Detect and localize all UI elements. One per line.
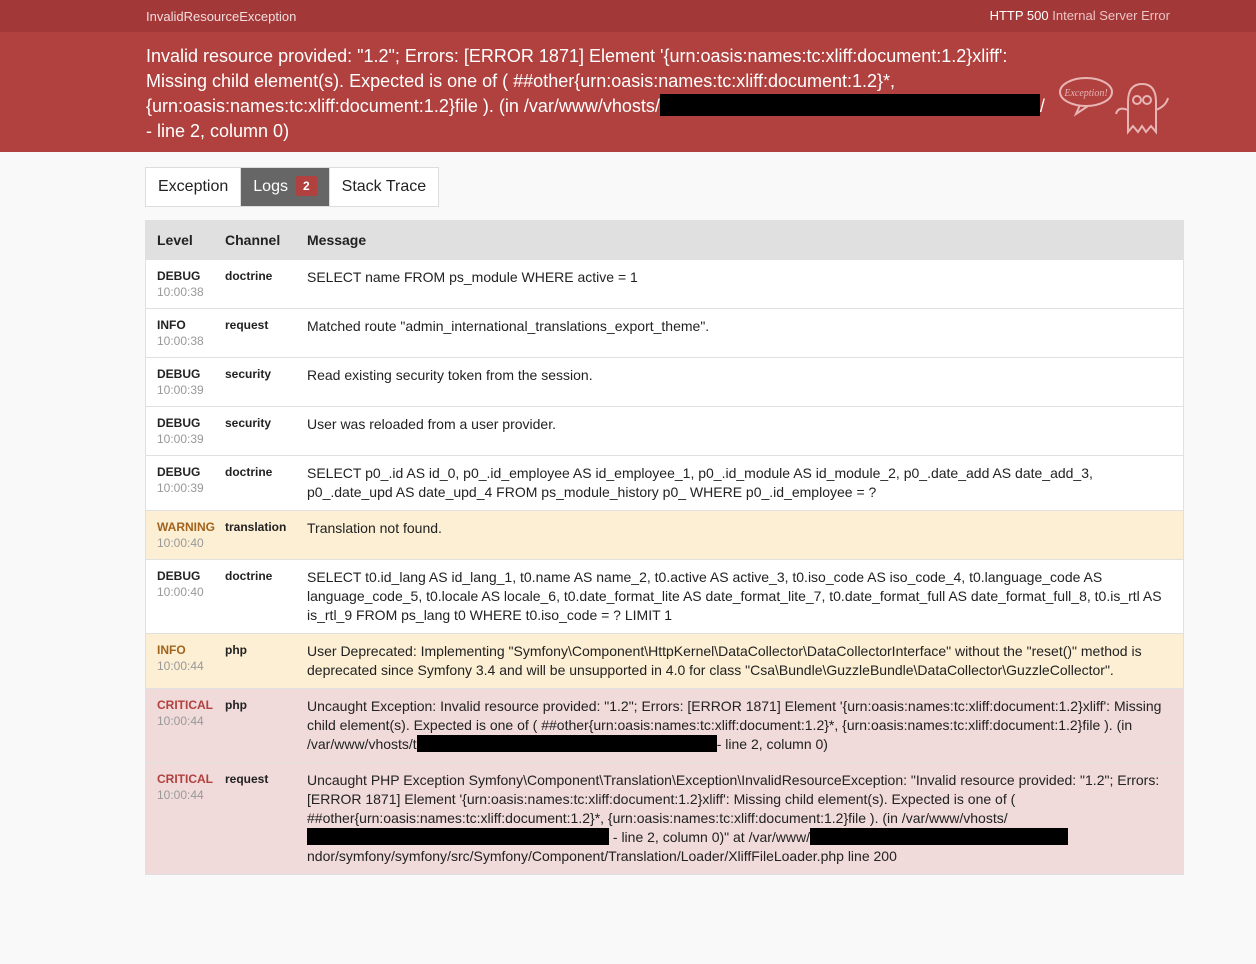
log-message: SELECT name FROM ps_module WHERE active = 1 bbox=[307, 269, 638, 285]
log-level-label: CRITICAL bbox=[157, 698, 213, 712]
status-code: HTTP 500 bbox=[989, 8, 1049, 23]
log-time: 10:00:39 bbox=[157, 383, 204, 397]
log-message: Translation not found. bbox=[307, 520, 442, 536]
redacted-path bbox=[307, 828, 609, 845]
log-message bbox=[307, 697, 1183, 762]
exception-message bbox=[146, 44, 1046, 144]
log-channel: php bbox=[225, 698, 247, 712]
log-channel: doctrine bbox=[225, 569, 273, 583]
log-level bbox=[146, 317, 225, 357]
log-channel: php bbox=[225, 643, 247, 657]
log-message-part: - line 2, column 0) bbox=[716, 736, 828, 752]
log-row bbox=[146, 559, 1183, 633]
exception-header bbox=[0, 32, 1256, 152]
log-time: 10:00:44 bbox=[157, 788, 204, 802]
log-level bbox=[146, 771, 225, 874]
log-level-label: DEBUG bbox=[157, 416, 201, 430]
exception-message-line2: Missing child element(s). Expected is one of ( ##other{urn:oasis:names:tc:xliff:document:1.2}*, bbox=[146, 71, 896, 91]
log-channel: request bbox=[225, 318, 269, 332]
log-level bbox=[146, 415, 225, 455]
log-time: 10:00:44 bbox=[157, 659, 204, 673]
log-level-label: INFO bbox=[157, 318, 186, 332]
tab-logs-label: Logs bbox=[253, 178, 288, 195]
http-status bbox=[990, 8, 1170, 23]
log-channel: request bbox=[225, 772, 269, 786]
exception-message-line3b: / bbox=[1039, 96, 1045, 116]
log-time: 10:00:38 bbox=[157, 285, 204, 299]
log-level bbox=[146, 642, 225, 688]
log-channel: doctrine bbox=[225, 269, 273, 283]
log-message: User was reloaded from a user provider. bbox=[307, 416, 556, 432]
log-row bbox=[146, 406, 1183, 455]
exception-class: InvalidResourceException bbox=[146, 9, 297, 24]
log-time: 10:00:40 bbox=[157, 585, 204, 599]
log-level-label: DEBUG bbox=[157, 465, 201, 479]
exception-message-line3a: {urn:oasis:names:tc:xliff:document:1.2}file ). (in /var/www/vhosts/ bbox=[146, 96, 660, 116]
tab-bar bbox=[145, 167, 439, 207]
log-row-warning bbox=[146, 510, 1183, 559]
tab-stack-trace[interactable] bbox=[330, 168, 438, 206]
column-message: Message bbox=[307, 232, 367, 248]
log-time: 10:00:44 bbox=[157, 714, 204, 728]
log-message-part: Uncaught PHP Exception Symfony\Component\Translation\Exception\InvalidResourceException: "Invalid resource provided: "1.2"; Errors: [ERROR 1871] Element '{urn:oasis:names:tc:xliff:document:1.2}xliff': Missing child element(s). Expected is one of ( ##other{urn:oasis:names:tc:xliff:document:1.2}*, {urn:oasis:names:tc:xliff:document:1.2}file ). (in /var/www/vhosts/ bbox=[307, 772, 1160, 826]
exception-ghost-logo bbox=[1058, 72, 1173, 142]
log-row bbox=[146, 308, 1183, 357]
log-time: 10:00:40 bbox=[157, 536, 204, 550]
log-time: 10:00:39 bbox=[157, 432, 204, 446]
log-channel: security bbox=[225, 367, 272, 381]
log-row bbox=[146, 455, 1183, 510]
log-message bbox=[307, 771, 1183, 874]
log-channel: security bbox=[225, 416, 272, 430]
top-bar bbox=[0, 0, 1256, 32]
tab-logs[interactable] bbox=[241, 168, 329, 206]
redacted-path bbox=[810, 828, 1068, 845]
column-level: Level bbox=[157, 232, 193, 248]
log-level bbox=[146, 519, 225, 559]
log-channel: translation bbox=[225, 520, 287, 534]
log-level-label: INFO bbox=[157, 643, 186, 657]
tab-stack-trace-label: Stack Trace bbox=[341, 178, 427, 195]
log-message: SELECT p0_.id AS id_0, p0_.id_employee AS id_employee_1, p0_.id_module AS id_module_2, p0_.date_add AS date_add_3, p0_.date_upd AS date_upd_4 FROM ps_module_history p0_ WHERE p0_.id_employee = ? bbox=[307, 465, 1093, 500]
log-level-label: DEBUG bbox=[157, 269, 201, 283]
log-level-label: DEBUG bbox=[157, 367, 201, 381]
log-message: SELECT t0.id_lang AS id_lang_1, t0.name AS name_2, t0.active AS active_3, t0.iso_code AS iso_code_4, t0.language_code AS language_code_5, t0.locale AS locale_6, t0.date_format_lite AS date_format_lite_7, t0.date_format_full AS date_format_full_8, t0.is_rtl AS is_rtl_9 FROM ps_lang t0 WHERE t0.iso_code = ? LIMIT 1 bbox=[307, 569, 1162, 623]
exception-message-line4: - line 2, column 0) bbox=[146, 121, 290, 141]
logs-table bbox=[145, 220, 1184, 875]
redacted-path bbox=[417, 735, 717, 752]
log-level-label: DEBUG bbox=[157, 569, 201, 583]
log-level bbox=[146, 268, 225, 308]
log-time: 10:00:38 bbox=[157, 334, 204, 348]
log-message-part: ndor/symfony/symfony/src/Symfony/Component/Translation/Loader/XliffFileLoader.php line 200 bbox=[307, 848, 897, 864]
log-level-label: CRITICAL bbox=[157, 772, 213, 786]
logs-table-header bbox=[146, 221, 1183, 259]
log-level bbox=[146, 366, 225, 406]
log-row-deprecation bbox=[146, 633, 1183, 688]
log-message-part: Uncaught Exception: Invalid resource provided: "1.2"; Errors: [ERROR 1871] Element '{urn:oasis:names:tc:xliff:document:1.2}xliff': Missing child element(s). Expected is one of ( ##other{urn:oasis:names:tc:xliff:document:1.2}*, {urn:oasis:names:tc:xliff:document:1.2}file ). (in /var/www/vhosts/t bbox=[307, 698, 1162, 752]
status-text: Internal Server Error bbox=[1052, 8, 1170, 23]
tab-exception-label: Exception bbox=[158, 178, 229, 195]
log-channel: doctrine bbox=[225, 465, 273, 479]
log-message: Matched route "admin_international_translations_export_theme". bbox=[307, 318, 710, 334]
log-row-critical bbox=[146, 688, 1183, 762]
log-row bbox=[146, 357, 1183, 406]
exception-message-line1: Invalid resource provided: "1.2"; Errors: [ERROR 1871] Element '{urn:oasis:names:tc:xliff:document:1.2}xliff': bbox=[146, 46, 1008, 66]
log-message-part: - line 2, column 0)" at /var/www/ bbox=[609, 829, 811, 845]
column-channel: Channel bbox=[225, 232, 281, 248]
log-row bbox=[146, 259, 1183, 308]
log-level bbox=[146, 568, 225, 633]
logo-text: Exception! bbox=[1064, 88, 1108, 99]
log-time: 10:00:39 bbox=[157, 481, 204, 495]
redacted-path bbox=[660, 94, 1040, 116]
log-level bbox=[146, 697, 225, 762]
logs-count-badge: 2 bbox=[296, 176, 317, 196]
log-row-critical bbox=[146, 762, 1183, 874]
log-level-label: WARNING bbox=[157, 520, 215, 534]
log-message: Read existing security token from the session. bbox=[307, 367, 593, 383]
log-level bbox=[146, 464, 225, 510]
tab-exception[interactable] bbox=[146, 168, 241, 206]
log-message: User Deprecated: Implementing "Symfony\Component\HttpKernel\DataCollector\DataCollectorInterface" without the "reset()" method is deprecated since Symfony 3.4 and will be unsupported in 4.0 for class "Csa\Bundle\GuzzleBundle\DataCollector\GuzzleCollector". bbox=[307, 643, 1142, 678]
